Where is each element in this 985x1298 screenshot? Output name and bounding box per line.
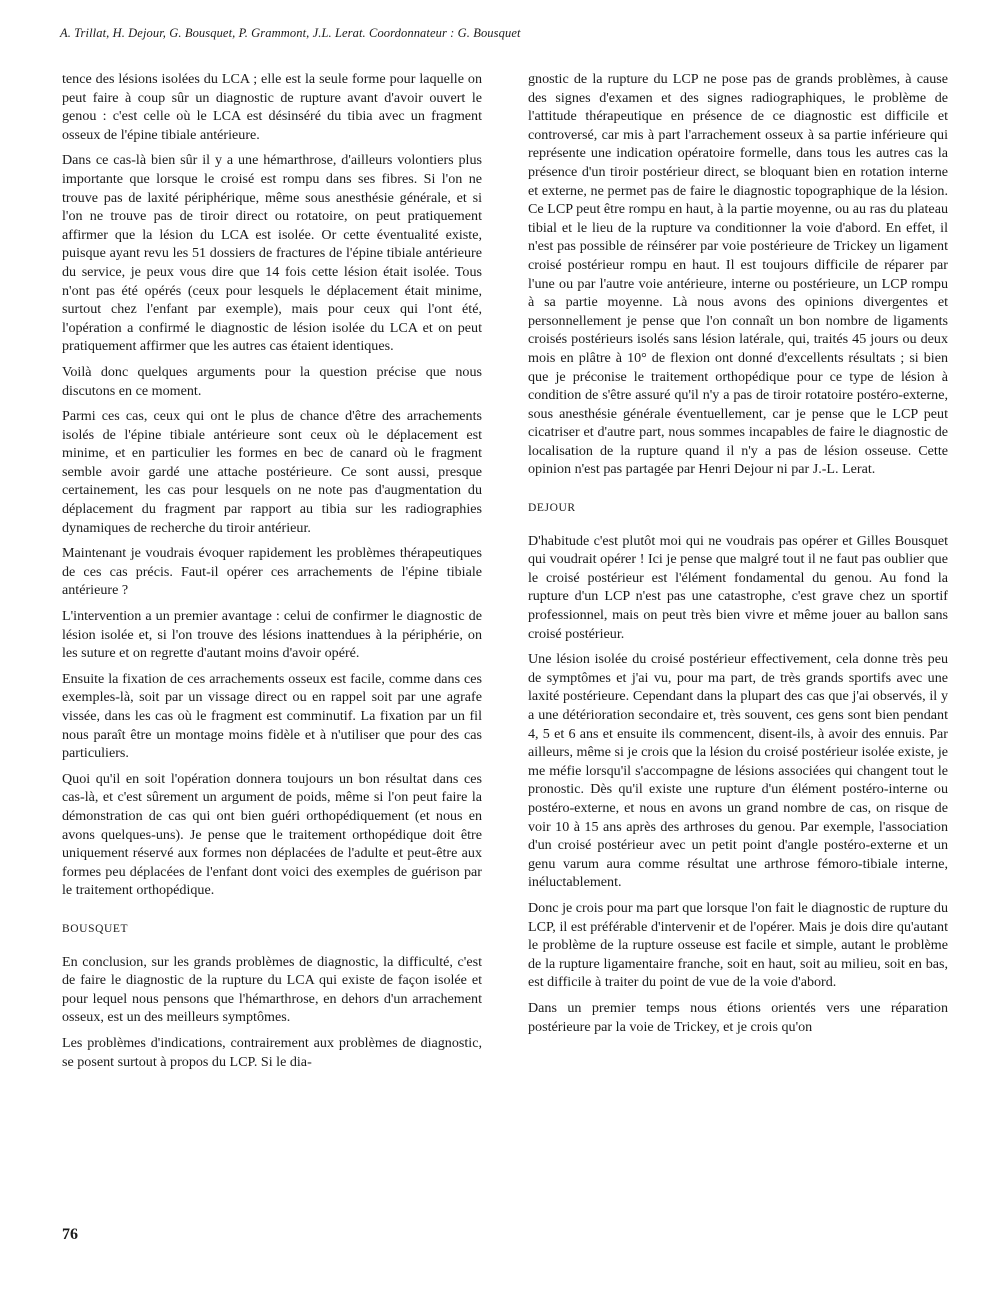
page-number: 76: [62, 1226, 78, 1243]
left-column: [62, 70, 482, 1078]
paragraph: Voilà donc quelques arguments pour la question précise que nous discutons en ce moment.: [62, 363, 482, 399]
paragraph: Ensuite la fixation de ces arrachements osseux est facile, comme dans ces exemples-là, soit par un vissage direct ou en rappel soit par une agrafe vissée, dans les cas où le fragment est comminutif. La fixation par un fil nous paraît être un montage moins fidèle et à n'utiliser que pour des cas particuliers.: [62, 670, 482, 762]
paragraph: tence des lésions isolées du LCA ; elle est la seule forme pour laquelle on peut faire à coup sûr un diagnostic de rupture avant d'avoir ouvert le genou : c'est celle où le LCA est désinséré du tibia avec un fragment osseux de l'épine tibiale antérieure.: [62, 71, 482, 143]
paragraph: En conclusion, sur les grands problèmes de diagnostic, la difficulté, c'est de faire le diagnostic de la rupture du LCA qui existe de façon isolée et pour lequel nous pensons que l'hémarthrose, en dehors d'un arrachement osseux, est un des meilleurs symptômes.: [62, 953, 482, 1026]
paragraph: D'habitude c'est plutôt moi qui ne voudrais pas opérer et Gilles Bousquet qui voudrait opérer ! Ici je pense que malgré tout il ne faut pas oublier que le croisé postérieur est l'élément fondamental du genou. Au fond la rupture d'un LCP n'est pas une catastrophe, c'est grave chez un sportif professionnel, mais on peut très bien vivre et même jouer au ballon sans croisé postérieur.: [528, 532, 948, 642]
right-column: [528, 70, 948, 1043]
paragraph: Une lésion isolée du croisé postérieur effectivement, cela donne très peu de symptômes et j'ai vu, pour ma part, de très grands sportifs avec une laxité postérieure. Cependant dans la plupart des cas que j'ai observés, il y a une détérioration secondaire et, très souvent, ces gens sont bien pendant 4, 5 et 6 ans et ensuite ils commencent, disent-ils, à avoir des ennuis. Par ailleurs, même si je crois que la lésion du croisé postérieur isolée existe, je me méfie lorsqu'il s'accompagne de lésions associées qui changent tout le pronostic. Dès qu'il existe une rupture d'un élément postéro-interne ou postéro-externe, et nous en avons un grand nombre de cas, on risque de voir 10 à 15 ans après des arthroses du genou. Par exemple, l'association d'un croisé postérieur avec un petit point d'angle postéro-externe et un genu varum aura comme résultat une arthrose fémoro-tibiale interne, inéluctablement.: [528, 651, 948, 891]
paragraph: gnostic de la rupture du LCP ne pose pas de grands problèmes, à cause des signes d'examen et des signes radiographiques, le problème de l'attitude thérapeutique en présence de ce diagnostic est difficile et controversé, car mis à part l'arrachement osseux à sa partie inférieure qui représente une indication opératoire formelle, dans tous les autres cas la présence d'un tiroir postérieur direct, se bloquant bien en rotation interne et externe, ne permet pas de faire le diagnostic topographique de la lésion. Ce LCP peut être rompu en haut, à la partie moyenne, ou au ras du plateau tibial et le lieu de la rupture va conditionner la voie d'abord. En effet, il n'est pas possible de réinsérer par voie postérieure de Trickey un ligament croisé postérieur rompu en haut. Il est toujours difficile de réparer par l'une ou par l'autre voie antérieure, interne ou postérieure, un LCP rompu à sa partie moyenne. Là nous avons des opinions divergentes et personnellement je pense que l'on connaît un bon nombre de ligaments croisés postérieurs isolés sans lésion latérale, qui, traités 45 jours ou deux mois en plâtre à 10° de flexion ont donné d'excellents résultats ; si bien que je préconise le traitement orthopédique pour ce type de lésion à condition de s'être assuré qu'il n'y a pas de tiroir rotatoire postéro-externe, sous anesthésie générale éventuellement, car je pense que le LCP peut cicatriser et d'autre part, nous sommes incapables de faire le diagnostic de localisation de la rupture quand il n'y a pas de lésion osseuse. Cette opinion n'est pas partagée par Henri Dejour ni par J.-L. Lerat.: [528, 71, 948, 478]
paragraph: Dans ce cas-là bien sûr il y a une hémarthrose, d'ailleurs volontiers plus importante que lorsque le croisé est rompu dans ses fibres. Si l'on ne trouve pas de laxité périphérique, même sous anesthésie générale, et si l'on ne trouve pas de tiroir direct ou rotatoire, on peut pratiquement affirmer que la lésion du LCA est isolée. Or cette éventualité existe, puisque ayant revu les 51 dossiers de fractures de l'épine tibiale antérieure du service, je peux vous dire que 14 fois cette lésion était isolée. Tous n'ont pas été opérés (ceux pour lesquels le déplacement était minime, surtout chez l'enfant par exemple), mais pour ceux qui l'ont été, l'opération a confirmé le diagnostic de lésion isolée du LCA et on peut pratiquement affirmer que les autres cas étaient identiques.: [62, 152, 482, 355]
speaker-heading: BOUSQUET: [62, 922, 129, 935]
paragraph: Les problèmes d'indications, contrairement aux problèmes de diagnostic, se posent surtout à propos du LCP. Si le dia-: [62, 1034, 482, 1070]
speaker-heading: DEJOUR: [528, 502, 576, 515]
running-head: A. Trillat, H. Dejour, G. Bousquet, P. Grammont, J.L. Lerat. Coordonnateur : G. Bousquet: [60, 26, 521, 40]
paragraph: Parmi ces cas, ceux qui ont le plus de chance d'être des arrachements isolés de l'épine tibiale antérieure sont ceux où le déplacement est minime, et en particulier les formes en bec de canard où le fragment semble avoir gardé une attache postérieure. Ce sont aussi, presque certainement, les cas pour lesquels on ne note pas d'augmentation du déplacement du fragment par rapport au tibia sur les radiographies dynamiques de recherche du tiroir antérieur.: [62, 408, 482, 536]
paragraph: Quoi qu'il en soit l'opération donnera toujours un bon résultat dans ces cas-là, et c'est sûrement un argument de poids, même si l'on peut faire la démonstration de cas qui ont bien guéri orthopédiquement (et nous en avons quelques-uns). Je pense que le traitement orthopédique doit être uniquement réservé aux formes non déplacées de l'adulte et peut-être aux formes peu déplacées de l'enfant dont voici des exemples de guérison par le traitement orthopédique.: [62, 770, 482, 899]
paragraph: Dans un premier temps nous étions orientés vers une réparation postérieure par la voie de Trickey, et je crois qu'on: [528, 999, 948, 1035]
paragraph: Donc je crois pour ma part que lorsque l'on fait le diagnostic de rupture du LCP, il est préférable d'intervenir et de l'opérer. Mais je dois dire qu'autant le problème de la rupture osseuse est facile et simple, autant le problème de la rupture ligamentaire franche, soit en haut, soit au milieu, soit en bas, est difficile à traiter du point de vue de la voie d'abord.: [528, 899, 948, 991]
paragraph: L'intervention a un premier avantage : celui de confirmer le diagnostic de lésion isolée et, si l'on trouve des lésions inattendues à la périphérie, on les suture et on regrette d'autant moins d'avoir opéré.: [62, 608, 482, 662]
paragraph: Maintenant je voudrais évoquer rapidement les problèmes thérapeutiques de ces cas précis. Faut-il opérer ces arrachements de l'épine tibiale antérieure ?: [62, 545, 482, 599]
